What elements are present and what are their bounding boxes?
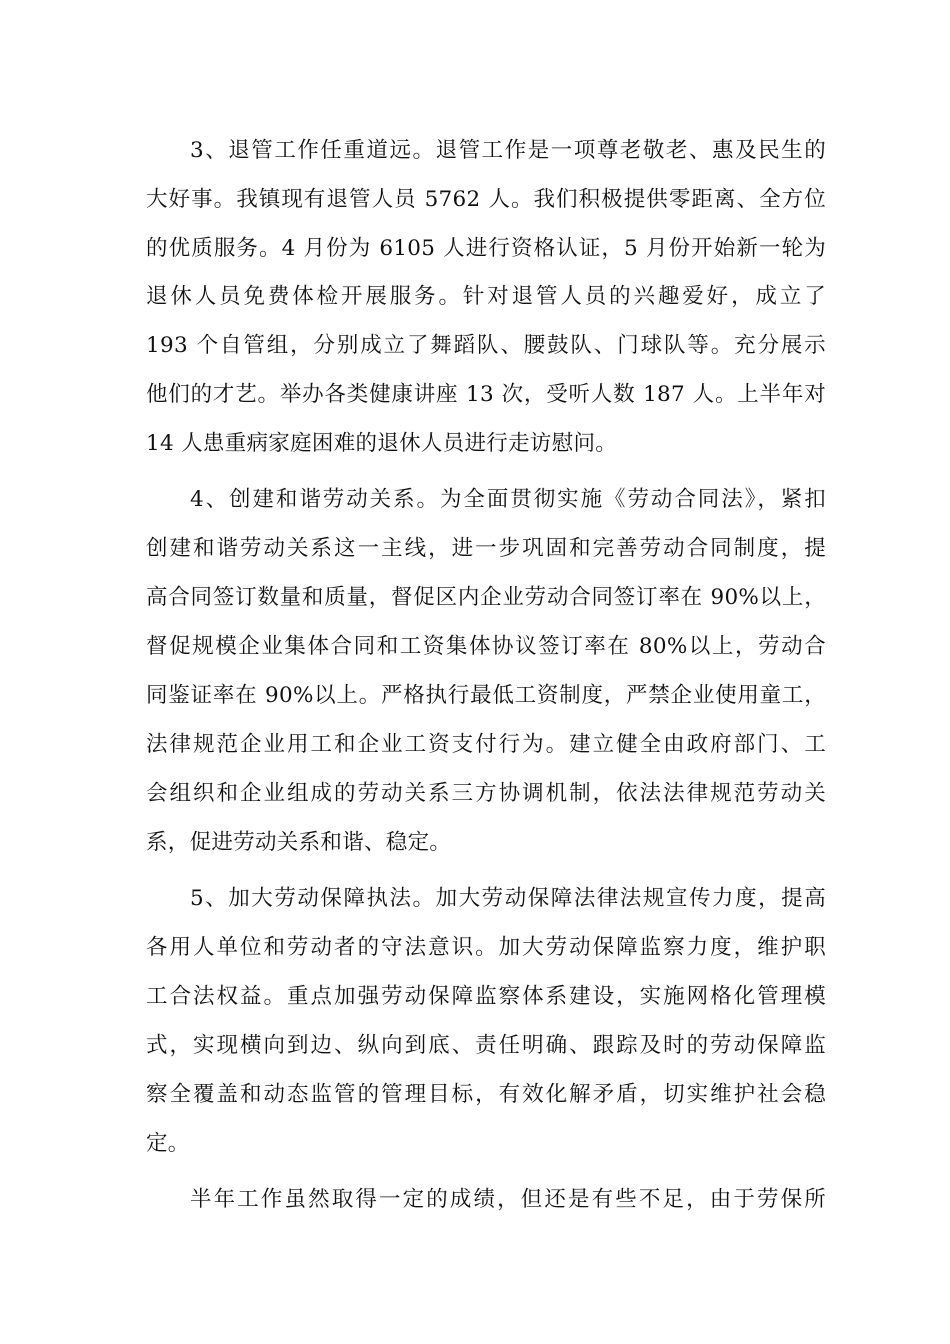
text-line: 大好事。我镇现有退管人员 5762 人。我们积极提供零距离、全方位 [146, 187, 826, 212]
text-line: 定。 [146, 1131, 190, 1156]
text-line: 系，促进劳动关系和谐、稳定。 [146, 830, 452, 855]
text-line: 工合法权益。重点加强劳动保障监察体系建设，实施网格化管理模 [146, 984, 826, 1009]
text-line: 创建和谐劳动关系这一主线，进一步巩固和完善劳动合同制度，提 [146, 536, 826, 561]
text-line: 式，实现横向到边、纵向到底、责任明确、跟踪及时的劳动保障监 [146, 1033, 826, 1058]
text-line: 半年工作虽然取得一定的成绩，但还是有些不足，由于劳保所 [190, 1187, 826, 1212]
text-line: 他们的才艺。举办各类健康讲座 13 次，受听人数 187 人。上半年对 [146, 382, 826, 407]
text-line: 会组织和企业组成的劳动关系三方协调机制，依法法律规范劳动关 [146, 781, 826, 806]
text-line: 4、创建和谐劳动关系。为全面贯彻实施《劳动合同法》，紧扣 [190, 487, 826, 512]
text-line: 察全覆盖和动态监管的管理目标，有效化解矛盾，切实维护社会稳 [146, 1082, 826, 1107]
text-line: 5、加大劳动保障执法。加大劳动保障法律法规宣传力度，提高 [190, 886, 826, 911]
text-line: 各用人单位和劳动者的守法意识。加大劳动保障监察力度，维护职 [146, 935, 826, 960]
text-line: 督促规模企业集体合同和工资集体协议签订率在 80%以上，劳动合 [146, 634, 826, 659]
text-line: 193 个自管组，分别成立了舞蹈队、腰鼓队、门球队等。充分展示 [146, 333, 826, 358]
text-line: 法律规范企业用工和企业工资支付行为。建立健全由政府部门、工 [146, 732, 826, 757]
text-line: 的优质服务。4 月份为 6105 人进行资格认证，5 月份开始新一轮为 [146, 236, 826, 261]
text-line: 同鉴证率在 90%以上。严格执行最低工资制度，严禁企业使用童工， [146, 683, 826, 708]
text-line: 退休人员免费体检开展服务。针对退管人员的兴趣爱好，成立了 [146, 284, 826, 309]
text-line: 高合同签订数量和质量，督促区内企业劳动合同签订率在 90%以上， [146, 585, 826, 610]
text-line: 14 人患重病家庭困难的退休人员进行走访慰问。 [146, 431, 618, 456]
text-line: 3、退管工作任重道远。退管工作是一项尊老敬老、惠及民生的 [190, 138, 826, 163]
